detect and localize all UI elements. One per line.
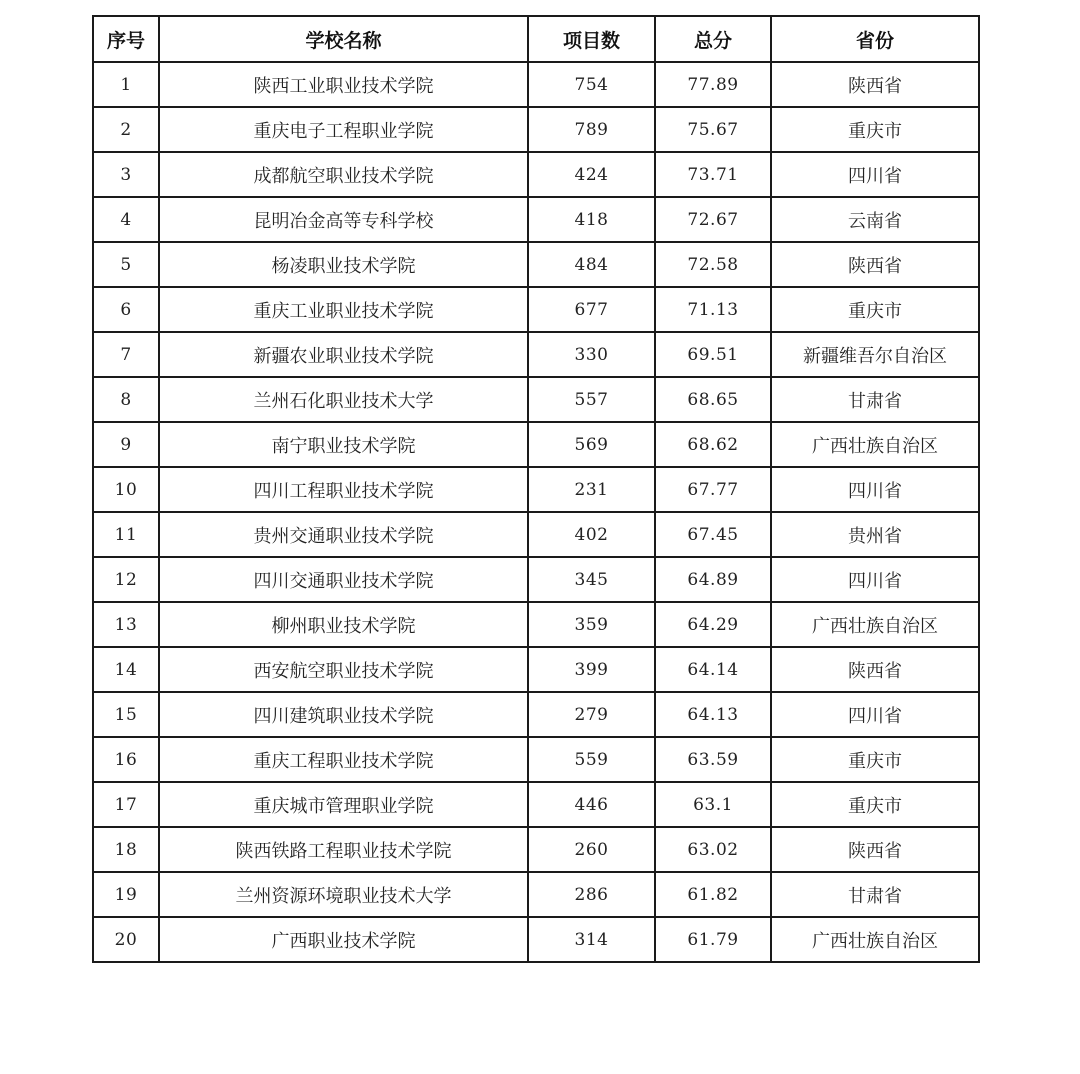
header-project-count: 项目数 [528, 16, 655, 62]
cell-no: 11 [93, 512, 159, 557]
cell-school-name: 昆明冶金高等专科学校 [159, 197, 528, 242]
cell-province: 四川省 [771, 467, 979, 512]
cell-total-score: 75.67 [655, 107, 771, 152]
cell-school-name: 新疆农业职业技术学院 [159, 332, 528, 377]
cell-project-count: 402 [528, 512, 655, 557]
table-row [93, 197, 979, 242]
cell-school-name: 杨凌职业技术学院 [159, 242, 528, 287]
cell-project-count: 330 [528, 332, 655, 377]
header-row [93, 16, 979, 62]
cell-project-count: 231 [528, 467, 655, 512]
header-no: 序号 [93, 16, 159, 62]
cell-no: 17 [93, 782, 159, 827]
cell-total-score: 68.62 [655, 422, 771, 467]
cell-province: 重庆市 [771, 287, 979, 332]
cell-province: 陕西省 [771, 62, 979, 107]
table-row [93, 332, 979, 377]
table-row [93, 242, 979, 287]
cell-project-count: 279 [528, 692, 655, 737]
cell-total-score: 72.58 [655, 242, 771, 287]
cell-school-name: 兰州石化职业技术大学 [159, 377, 528, 422]
table-row [93, 827, 979, 872]
cell-school-name: 四川工程职业技术学院 [159, 467, 528, 512]
cell-no: 13 [93, 602, 159, 647]
cell-province: 重庆市 [771, 782, 979, 827]
cell-province: 陕西省 [771, 647, 979, 692]
cell-project-count: 359 [528, 602, 655, 647]
cell-no: 12 [93, 557, 159, 602]
cell-province: 贵州省 [771, 512, 979, 557]
table-row [93, 917, 979, 962]
cell-project-count: 424 [528, 152, 655, 197]
table-row [93, 692, 979, 737]
cell-project-count: 557 [528, 377, 655, 422]
table-row [93, 107, 979, 152]
cell-no: 18 [93, 827, 159, 872]
table-row [93, 602, 979, 647]
table-row [93, 287, 979, 332]
cell-province: 重庆市 [771, 107, 979, 152]
cell-province: 广西壮族自治区 [771, 917, 979, 962]
cell-project-count: 399 [528, 647, 655, 692]
cell-project-count: 418 [528, 197, 655, 242]
cell-total-score: 64.14 [655, 647, 771, 692]
cell-no: 15 [93, 692, 159, 737]
cell-no: 6 [93, 287, 159, 332]
table-row [93, 152, 979, 197]
cell-project-count: 754 [528, 62, 655, 107]
cell-school-name: 贵州交通职业技术学院 [159, 512, 528, 557]
table-row [93, 782, 979, 827]
cell-total-score: 61.82 [655, 872, 771, 917]
cell-province: 四川省 [771, 152, 979, 197]
cell-school-name: 四川建筑职业技术学院 [159, 692, 528, 737]
cell-project-count: 789 [528, 107, 655, 152]
cell-total-score: 67.45 [655, 512, 771, 557]
cell-no: 14 [93, 647, 159, 692]
cell-project-count: 345 [528, 557, 655, 602]
cell-school-name: 西安航空职业技术学院 [159, 647, 528, 692]
cell-province: 四川省 [771, 692, 979, 737]
cell-total-score: 69.51 [655, 332, 771, 377]
cell-province: 广西壮族自治区 [771, 602, 979, 647]
table-body [93, 62, 979, 962]
cell-province: 陕西省 [771, 827, 979, 872]
cell-total-score: 63.02 [655, 827, 771, 872]
cell-no: 9 [93, 422, 159, 467]
cell-project-count: 569 [528, 422, 655, 467]
table-header [93, 16, 979, 62]
cell-no: 20 [93, 917, 159, 962]
cell-province: 重庆市 [771, 737, 979, 782]
cell-total-score: 63.1 [655, 782, 771, 827]
cell-no: 7 [93, 332, 159, 377]
table-row [93, 512, 979, 557]
cell-total-score: 64.89 [655, 557, 771, 602]
cell-total-score: 64.29 [655, 602, 771, 647]
cell-school-name: 陕西工业职业技术学院 [159, 62, 528, 107]
cell-school-name: 广西职业技术学院 [159, 917, 528, 962]
table-row [93, 62, 979, 107]
cell-school-name: 四川交通职业技术学院 [159, 557, 528, 602]
table-row [93, 422, 979, 467]
cell-total-score: 64.13 [655, 692, 771, 737]
cell-no: 10 [93, 467, 159, 512]
cell-school-name: 重庆工业职业技术学院 [159, 287, 528, 332]
table-row [93, 872, 979, 917]
cell-project-count: 286 [528, 872, 655, 917]
cell-no: 5 [93, 242, 159, 287]
cell-project-count: 559 [528, 737, 655, 782]
cell-no: 19 [93, 872, 159, 917]
cell-province: 新疆维吾尔自治区 [771, 332, 979, 377]
cell-no: 1 [93, 62, 159, 107]
cell-province: 广西壮族自治区 [771, 422, 979, 467]
cell-project-count: 446 [528, 782, 655, 827]
cell-no: 2 [93, 107, 159, 152]
cell-school-name: 重庆城市管理职业学院 [159, 782, 528, 827]
cell-total-score: 67.77 [655, 467, 771, 512]
cell-no: 3 [93, 152, 159, 197]
cell-project-count: 484 [528, 242, 655, 287]
ranking-table [92, 15, 980, 963]
cell-province: 云南省 [771, 197, 979, 242]
cell-total-score: 73.71 [655, 152, 771, 197]
cell-province: 四川省 [771, 557, 979, 602]
table-row [93, 647, 979, 692]
cell-school-name: 兰州资源环境职业技术大学 [159, 872, 528, 917]
cell-project-count: 260 [528, 827, 655, 872]
cell-province: 甘肃省 [771, 872, 979, 917]
cell-school-name: 柳州职业技术学院 [159, 602, 528, 647]
header-total-score: 总分 [655, 16, 771, 62]
cell-school-name: 南宁职业技术学院 [159, 422, 528, 467]
cell-total-score: 72.67 [655, 197, 771, 242]
cell-total-score: 71.13 [655, 287, 771, 332]
cell-school-name: 重庆电子工程职业学院 [159, 107, 528, 152]
cell-total-score: 61.79 [655, 917, 771, 962]
cell-no: 8 [93, 377, 159, 422]
cell-no: 16 [93, 737, 159, 782]
header-province: 省份 [771, 16, 979, 62]
table-row [93, 377, 979, 422]
cell-province: 甘肃省 [771, 377, 979, 422]
header-school-name: 学校名称 [159, 16, 528, 62]
cell-project-count: 314 [528, 917, 655, 962]
cell-total-score: 63.59 [655, 737, 771, 782]
cell-total-score: 77.89 [655, 62, 771, 107]
cell-project-count: 677 [528, 287, 655, 332]
cell-school-name: 陕西铁路工程职业技术学院 [159, 827, 528, 872]
cell-school-name: 成都航空职业技术学院 [159, 152, 528, 197]
cell-school-name: 重庆工程职业技术学院 [159, 737, 528, 782]
table-row [93, 557, 979, 602]
table-row [93, 737, 979, 782]
cell-province: 陕西省 [771, 242, 979, 287]
cell-total-score: 68.65 [655, 377, 771, 422]
table-row [93, 467, 979, 512]
cell-no: 4 [93, 197, 159, 242]
